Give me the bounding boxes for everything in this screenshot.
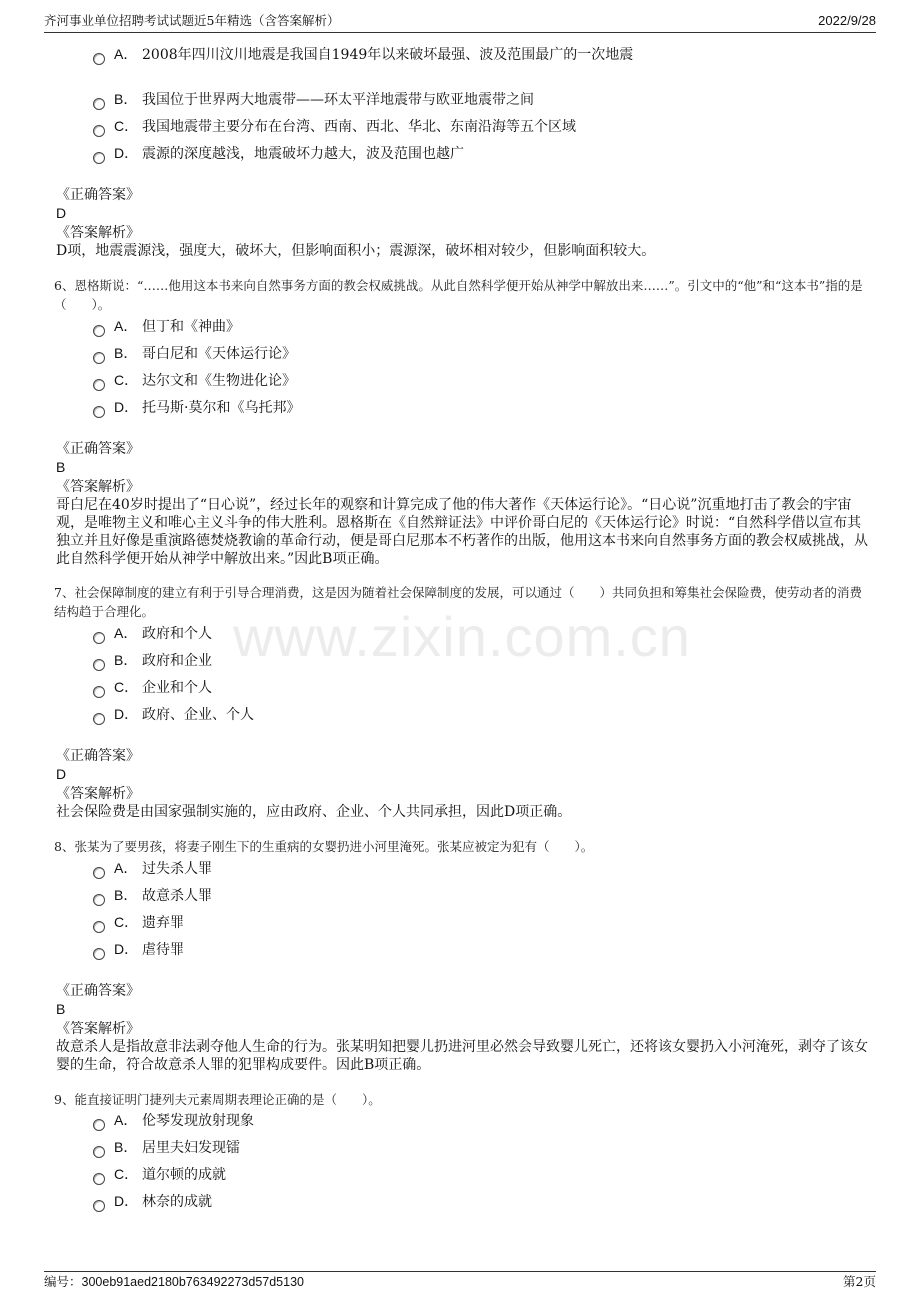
option-text: 政府、企业、个人 xyxy=(142,707,254,723)
answer-value: D xyxy=(56,205,67,221)
option-item[interactable] xyxy=(93,370,296,390)
explanation-text: D项，地震震源浅，强度大，破坏大，但影响面积小；震源深，破坏相对较少，但影响面积较大。 xyxy=(56,243,656,259)
option-letter: B． xyxy=(114,652,138,668)
radio-icon[interactable] xyxy=(93,1119,105,1131)
option-item[interactable] xyxy=(93,116,576,136)
radio-icon[interactable] xyxy=(93,1200,105,1212)
radio-icon[interactable] xyxy=(93,325,105,337)
explanation-label: 《答案解析》 xyxy=(56,479,140,495)
option-item[interactable] xyxy=(93,343,296,363)
page-footer xyxy=(44,1271,876,1290)
radio-icon[interactable] xyxy=(93,379,105,391)
option-letter: B． xyxy=(114,345,138,361)
option-item[interactable] xyxy=(93,704,254,724)
radio-icon[interactable] xyxy=(93,686,105,698)
option-item[interactable] xyxy=(93,44,633,64)
option-letter: B． xyxy=(114,91,138,107)
option-item[interactable] xyxy=(93,912,184,932)
option-letter: B． xyxy=(114,887,138,903)
option-text: 虐待罪 xyxy=(142,942,184,958)
question-stem: 7、社会保障制度的建立有利于引导合理消费，这是因为随着社会保障制度的发展，可以通过（ ）共同负担和筹集社会保险费，使劳动者的消费结构趋于合理化。 xyxy=(54,585,862,619)
document-id-label: 编号： xyxy=(44,1274,82,1289)
radio-icon[interactable] xyxy=(93,632,105,644)
option-text: 达尔文和《生物进化论》 xyxy=(142,373,296,389)
answer-label: 《正确答案》 xyxy=(56,187,140,203)
option-text: 伦琴发现放射现象 xyxy=(142,1113,254,1129)
option-text: 企业和个人 xyxy=(142,680,212,696)
radio-icon[interactable] xyxy=(93,713,105,725)
option-letter: B． xyxy=(114,1139,138,1155)
option-item[interactable] xyxy=(93,939,184,959)
document-id xyxy=(44,1273,304,1291)
option-text: 震源的深度越浅，地震破坏力越大，波及范围也越广 xyxy=(142,146,464,162)
option-letter: A． xyxy=(114,1112,138,1128)
explanation-text: 哥白尼在40岁时提出了“日心说”，经过长年的观察和计算完成了他的伟大著作《天体运行论》。“日心说”沉重地打击了教会的宇宙观，是唯物主义和唯心主义斗争的伟大胜利。恩格斯在《自然辩证法》中评价哥白尼的《天体运行论》时说：“自然科学借以宣布其独立并且好像是重演路德焚烧教谕的革命行动，便是哥白尼那本不朽著作的出版，他用这本书来向自然事务方面的教会权威挑战，从此自然科学便开始从神学中解放出来。”因此B项正确。 xyxy=(56,497,868,567)
option-text: 遗弃罪 xyxy=(142,915,184,931)
option-letter: C． xyxy=(114,914,139,930)
option-letter: C． xyxy=(114,679,139,695)
page-header xyxy=(44,12,876,33)
document-date: 2022/9/28 xyxy=(818,13,876,28)
option-item[interactable] xyxy=(93,677,212,697)
option-text: 政府和企业 xyxy=(142,653,212,669)
page-number: 第2页 xyxy=(843,1274,876,1289)
option-text: 但丁和《神曲》 xyxy=(142,319,240,335)
explanation-text: 故意杀人是指故意非法剥夺他人生命的行为。张某明知把婴儿扔进河里必然会导致婴儿死亡，还将该女婴扔入小河淹死，剥夺了该女婴的生命，符合故意杀人罪的犯罪构成要件。因此B项正确。 xyxy=(56,1039,868,1073)
option-letter: C． xyxy=(114,372,139,388)
option-letter: D． xyxy=(114,145,139,161)
document-id-value: 300eb91aed2180b763492273d57d5130 xyxy=(81,1275,304,1289)
option-letter: D． xyxy=(114,399,139,415)
answer-label: 《正确答案》 xyxy=(56,441,140,457)
radio-icon[interactable] xyxy=(93,894,105,906)
document-title: 齐河事业单位招聘考试试题近5年精选（含答案解析） xyxy=(44,13,340,28)
explanation-label: 《答案解析》 xyxy=(56,786,140,802)
answer-value: B xyxy=(56,459,66,475)
option-text: 林奈的成就 xyxy=(142,1194,212,1210)
watermark: www.zixin.com.cn xyxy=(233,605,691,668)
option-item[interactable] xyxy=(93,885,212,905)
option-item[interactable] xyxy=(93,1110,254,1130)
option-text: 道尔顿的成就 xyxy=(142,1167,226,1183)
question-stem: 8、张某为了要男孩，将妻子刚生下的生重病的女婴扔进小河里淹死。张某应被定为犯有（ ）。 xyxy=(54,839,594,854)
radio-icon[interactable] xyxy=(93,406,105,418)
radio-icon[interactable] xyxy=(93,125,105,137)
explanation-label: 《答案解析》 xyxy=(56,225,140,241)
option-item[interactable] xyxy=(93,397,300,417)
radio-icon[interactable] xyxy=(93,1146,105,1158)
option-letter: D． xyxy=(114,1193,139,1209)
answer-label: 《正确答案》 xyxy=(56,748,140,764)
option-letter: D． xyxy=(114,941,139,957)
radio-icon[interactable] xyxy=(93,98,105,110)
radio-icon[interactable] xyxy=(93,921,105,933)
option-item[interactable] xyxy=(93,1164,226,1184)
answer-value: B xyxy=(56,1001,66,1017)
option-letter: A． xyxy=(114,318,138,334)
question-stem: 9、能直接证明门捷列夫元素周期表理论正确的是（ ）。 xyxy=(54,1092,381,1107)
option-text: 故意杀人罪 xyxy=(142,888,212,904)
option-item[interactable] xyxy=(93,650,212,670)
option-letter: A． xyxy=(114,46,138,62)
option-item[interactable] xyxy=(93,858,212,878)
radio-icon[interactable] xyxy=(93,1173,105,1185)
option-text: 2008年四川汶川地震是我国自1949年以来破坏最强、波及范围最广的一次地震 xyxy=(142,47,634,63)
option-text: 过失杀人罪 xyxy=(142,861,212,877)
option-letter: C． xyxy=(114,118,139,134)
radio-icon[interactable] xyxy=(93,948,105,960)
option-item[interactable] xyxy=(93,89,534,109)
option-item[interactable] xyxy=(93,623,212,643)
option-letter: C． xyxy=(114,1166,139,1182)
option-text: 哥白尼和《天体运行论》 xyxy=(142,346,296,362)
option-letter: D． xyxy=(114,706,139,722)
option-text: 政府和个人 xyxy=(142,626,212,642)
option-item[interactable] xyxy=(93,316,240,336)
option-text: 托马斯·莫尔和《乌托邦》 xyxy=(142,400,301,416)
option-item[interactable] xyxy=(93,143,464,163)
option-item[interactable] xyxy=(93,1137,240,1157)
answer-label: 《正确答案》 xyxy=(56,983,140,999)
radio-icon[interactable] xyxy=(93,53,105,65)
explanation-label: 《答案解析》 xyxy=(56,1021,140,1037)
radio-icon[interactable] xyxy=(93,152,105,164)
option-text: 我国位于世界两大地震带——环太平洋地震带与欧亚地震带之间 xyxy=(142,92,534,108)
option-letter: A． xyxy=(114,860,138,876)
radio-icon[interactable] xyxy=(93,867,105,879)
option-item[interactable] xyxy=(93,1191,212,1211)
option-letter: A． xyxy=(114,625,138,641)
answer-value: D xyxy=(56,766,67,782)
radio-icon[interactable] xyxy=(93,659,105,671)
radio-icon[interactable] xyxy=(93,352,105,364)
option-text: 居里夫妇发现镭 xyxy=(142,1140,240,1156)
option-text: 我国地震带主要分布在台湾、西南、西北、华北、东南沿海等五个区域 xyxy=(142,119,576,135)
explanation-text: 社会保险费是由国家强制实施的，应由政府、企业、个人共同承担，因此D项正确。 xyxy=(56,804,572,820)
question-stem: 6、恩格斯说：“……他用这本书来向自然事务方面的教会权威挑战。从此自然科学便开始从神学中解放出来……”。引文中的“他”和“这本书”指的是（ ）。 xyxy=(54,278,863,312)
